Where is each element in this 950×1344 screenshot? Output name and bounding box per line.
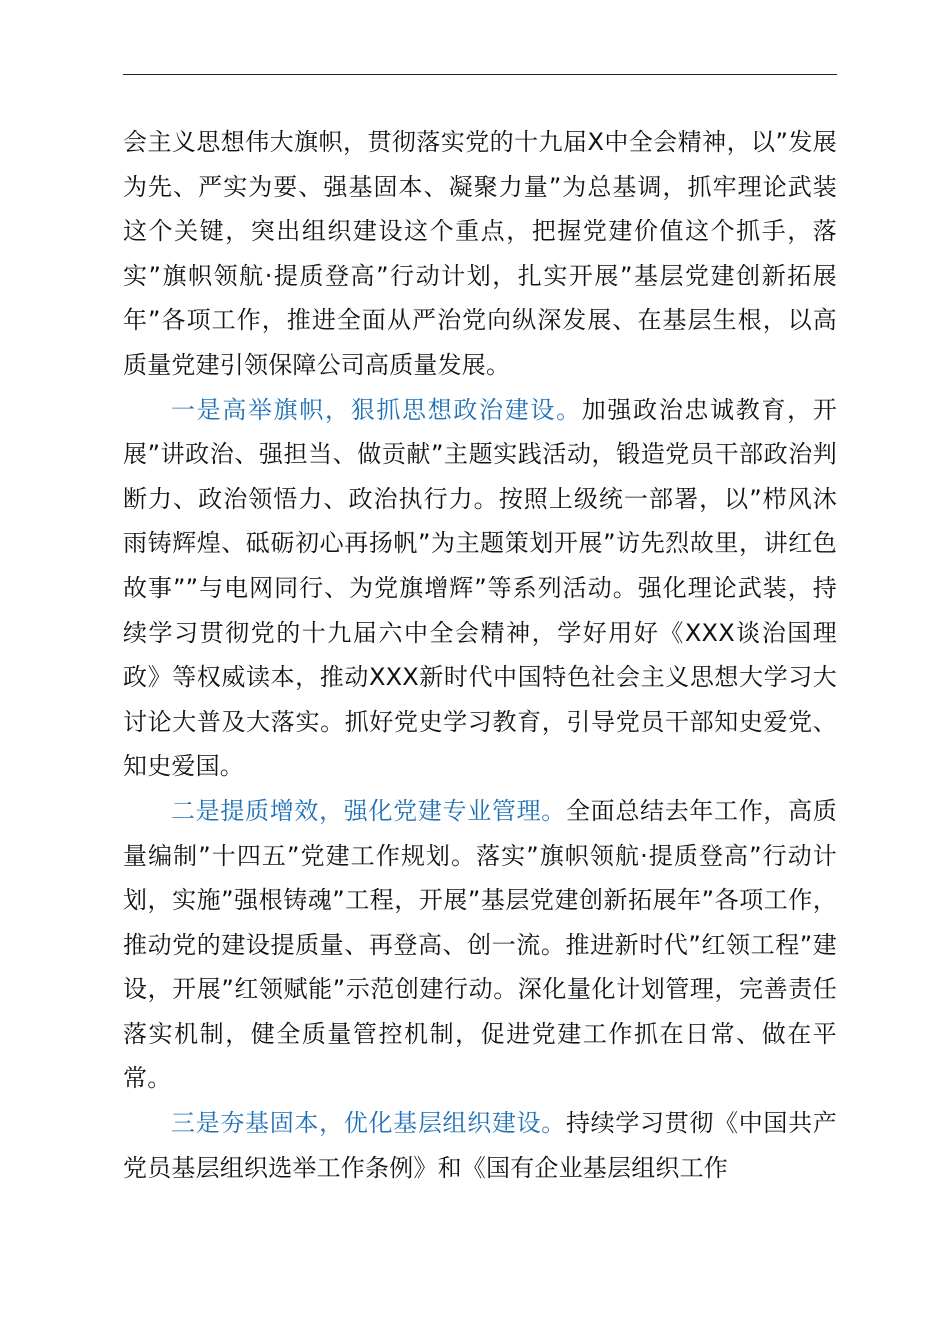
paragraph-section-3 [123,1101,837,1190]
paragraph-text: 会主义思想伟大旗帜，贯彻落实党的十九届X中全会精神，以”发展为先、严实为要、强基固本、凝聚力量”为总基调，抓牢理论武装这个关键，突出组织建设这个重点，把握党建价值这个抓手，落实”旗帜领航·提质登高”行动计划，扎实开展”基层党建创新拓展年”各项工作，推进全面从严治党向纵深发展、在基层生根，以高质量党建引领保障公司高质量发展。 [123,128,837,379]
document-body [123,120,837,1190]
section-heading: 一是高举旗帜，狠抓思想政治建设。 [171,395,582,424]
header-rule [123,74,837,75]
paragraph-section-2 [123,789,837,1101]
paragraph-text: 持续学习贯彻《中国共产党员基层组织选举工作条例》和《国有企业基层组织工作 [123,1109,837,1182]
section-heading: 三是夯基固本，优化基层组织建设。 [171,1109,566,1138]
paragraph-text: 加强政治忠诚教育，开展”讲政治、强担当、做贡献”主题实践活动，锻造党员干部政治判断力、政治领悟力、政治执行力。按照上级统一部署，以”栉风沐雨铸辉煌、砥砺初心再扬帆”为主题策划开展”访先烈故里，讲红色故事””与电网同行、为党旗增辉”等系列活动。强化理论武装，持续学习贯彻党的十九届六中全会精神，学好用好《XXX谈治国理政》等权威读本，推动XXX新时代中国特色社会主义思想大学习大讨论大普及大落实。抓好党史学习教育，引导党员干部知史爱党、知史爱国。 [123,395,837,781]
paragraph-section-1 [123,388,837,789]
paragraph-text: 全面总结去年工作，高质量编制”十四五”党建工作规划。落实”旗帜领航·提质登高”行动计划，实施”强根铸魂”工程，开展”基层党建创新拓展年”各项工作，推动党的建设提质量、再登高、创一流。推进新时代”红领工程”建设，开展”红领赋能”示范创建行动。深化量化计划管理，完善责任落实机制，健全质量管控机制，促进党建工作抓在日常、做在平常。 [123,796,837,1093]
paragraph-intro [123,120,837,388]
section-heading: 二是提质增效，强化党建专业管理。 [171,796,566,825]
